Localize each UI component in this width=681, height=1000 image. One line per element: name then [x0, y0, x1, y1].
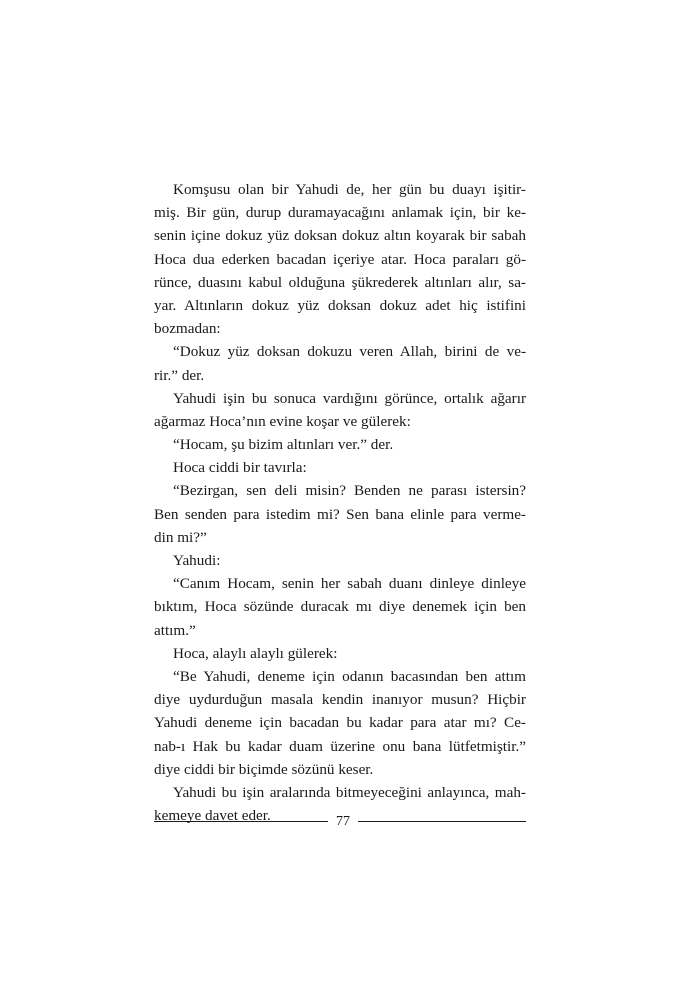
text-line: “Bezirgan, sen deli misin? Benden ne parası istersin? — [173, 482, 526, 500]
text-line: bozmadan: — [154, 320, 221, 338]
text-line: “Hocam, şu bizim altınları ver.” der. — [173, 436, 394, 454]
text-line: senin içine dokuz yüz doksan dokuz altın koyarak bir sabah — [154, 227, 526, 245]
page-number: 77 — [336, 814, 350, 829]
text-line: Yahudi işin bu sonuca vardığını görünce, ortalık ağarır — [173, 389, 526, 407]
text-line: din mi?” — [154, 528, 207, 546]
text-line: yar. Altınların dokuz yüz doksan dokuz adet hiç istifini — [154, 296, 526, 314]
text-line: Komşusu olan bir Yahudi de, her gün bu duayı işitir- — [173, 181, 526, 198]
text-line: “Dokuz yüz doksan dokuzu veren Allah, birini de ve- — [173, 343, 526, 361]
text-line: rir.” der. — [154, 366, 205, 384]
text-line: kemeye davet eder. — [154, 807, 271, 825]
text-line: Hoca, alaylı alaylı gülerek: — [173, 644, 338, 662]
text-line: Hoca ciddi bir tavırla: — [173, 459, 307, 477]
text-line: Hoca dua ederken bacadan içeriye atar. Hoca paraları gö- — [154, 250, 526, 268]
text-line: miş. Bir gün, durup duramayacağını anlamak için, bir ke- — [154, 204, 526, 222]
text-line: Yahudi bu işin aralarında bitmeyeceğini anlayınca, mah- — [173, 783, 526, 801]
footer-rule-left — [154, 821, 328, 822]
text-line: attım.” — [154, 621, 196, 639]
text-line: rünce, duasını kabul olduğuna şükrederek altınları alır, sa- — [154, 273, 526, 291]
text-line: “Be Yahudi, deneme için odanın bacasından ben attım — [173, 667, 526, 685]
text-line: “Canım Hocam, senin her sabah duanı dinleye dinleye — [173, 575, 526, 593]
text-line: diye uydurduğun masala kendin inanıyor musun? Hiçbir — [154, 691, 526, 709]
text-line: Yahudi deneme için bacadan bu kadar para atar mı? Ce- — [154, 714, 526, 732]
text-line: nab-ı Hak bu kadar duam üzerine onu bana lütfetmiştir.” — [154, 737, 526, 755]
footer-rule-right — [358, 821, 526, 822]
text-line: Ben senden para istedim mi? Sen bana elinle para verme- — [154, 505, 526, 523]
text-line: bıktım, Hoca sözünde duracak mı diye denemek için ben — [154, 598, 526, 616]
text-line: Yahudi: — [173, 552, 221, 569]
text-line: diye ciddi bir biçimde sözünü keser. — [154, 760, 374, 778]
text-line: ağarmaz Hoca’nın evine koşar ve gülerek: — [154, 412, 411, 430]
body-text — [154, 178, 526, 827]
page-footer — [154, 812, 526, 832]
